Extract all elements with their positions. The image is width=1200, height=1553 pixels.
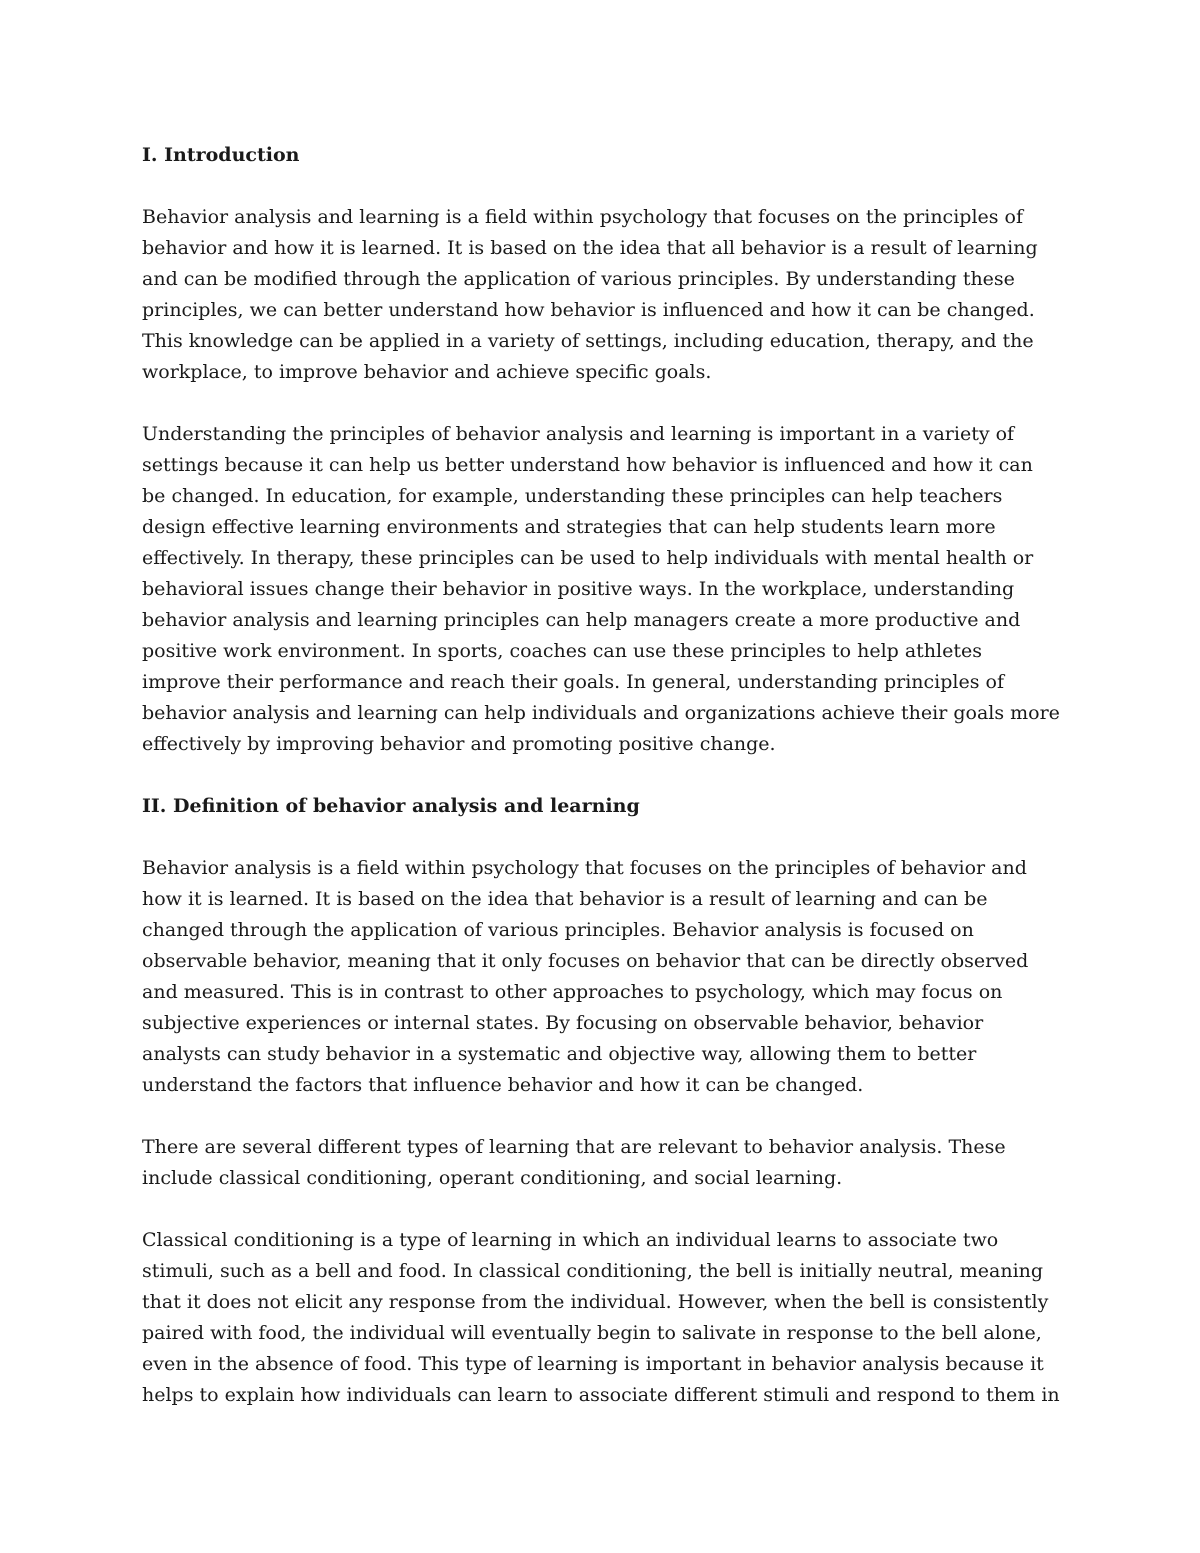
paragraph-spacer	[142, 760, 1062, 791]
paragraph-spacer	[142, 1101, 1062, 1132]
paragraph-spacer	[142, 822, 1062, 853]
paragraph: Behavior analysis is a field within psychology that focuses on the principles of behavior and how it is learned. It is based on the idea that behavior is a result of learning and can be changed through the application of various principles. Behavior analysis is focused on observable behavior, meaning that it only focuses on behavior that can be directly observed and measured. This is in contrast to other approaches to psychology, which may focus on subjective experiences or internal states. By focusing on observable behavior, behavior analysts can study behavior in a systematic and objective way, allowing them to better understand the factors that influence behavior and how it can be changed.	[142, 857, 1029, 1096]
document-body	[142, 140, 1062, 1411]
paragraph-spacer	[142, 388, 1062, 419]
paragraph: There are several different types of learning that are relevant to behavior analysis. These include classical conditioning, operant conditioning, and social learning.	[142, 1136, 1006, 1189]
paragraph: Classical conditioning is a type of learning in which an individual learns to associate two stimuli, such as a bell and food. In classical conditioning, the bell is initially neutral, meaning that it does not elicit any response from the individual. However, when the bell is consistently paired with food, the individual will eventually begin to salivate in response to the bell alone, even in the absence of food. This type of learning is important in behavior analysis because it helps to explain how individuals can learn to associate different stimuli and respond to them in	[142, 1229, 1060, 1406]
paragraph-spacer	[142, 171, 1062, 202]
section-heading-introduction: I. Introduction	[142, 144, 300, 166]
paragraph-spacer	[142, 1194, 1062, 1225]
paragraph: Behavior analysis and learning is a field within psychology that focuses on the principles of behavior and how it is learned. It is based on the idea that all behavior is a result of learning and can be modified through the application of various principles. By understanding these principles, we can better understand how behavior is influenced and how it can be changed. This knowledge can be applied in a variety of settings, including education, therapy, and the workplace, to improve behavior and achieve specific goals.	[142, 206, 1038, 383]
paragraph: Understanding the principles of behavior analysis and learning is important in a variety of settings because it can help us better understand how behavior is influenced and how it can be changed. In education, for example, understanding these principles can help teachers design effective learning environments and strategies that can help students learn more effectively. In therapy, these principles can be used to help individuals with mental health or behavioral issues change their behavior in positive ways. In the workplace, understanding behavior analysis and learning principles can help managers create a more productive and positive work environment. In sports, coaches can use these principles to help athletes improve their performance and reach their goals. In general, understanding principles of behavior analysis and learning can help individuals and organizations achieve their goals more effectively by improving behavior and promoting positive change.	[142, 423, 1060, 755]
section-heading-definition: II. Definition of behavior analysis and learning	[142, 795, 640, 817]
